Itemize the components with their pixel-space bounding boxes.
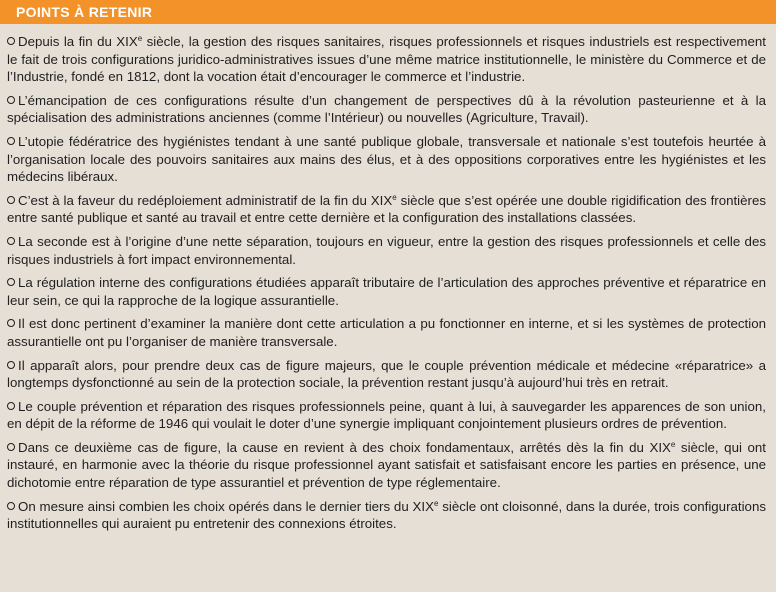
circle-bullet-icon: [7, 96, 15, 104]
key-point-item: [7, 92, 766, 127]
key-point-item: [7, 274, 766, 309]
key-point-text: On mesure ainsi combien les choix opérés dans le dernier tiers du XIX: [18, 498, 434, 514]
key-point-text: La seconde est à l’origine d’une nette séparation, toujours en vigueur, entre la gestion des risques professionnels et celle des risques industriels à fort impact environnemental.: [7, 233, 766, 267]
box-header: [0, 0, 776, 24]
circle-bullet-icon: [7, 137, 15, 145]
key-point-text: La régulation interne des configurations étudiées apparaît tributaire de l’articulation des approches préventive et réparatrice en leur sein, ce qui la rapproche de la logique assurantielle.: [7, 275, 766, 308]
circle-bullet-icon: [7, 319, 15, 327]
key-point-item: [7, 498, 766, 533]
key-point-text-continued: siècle que s’est opérée une double rigidification des frontières entre santé publique et santé au travail et entre cette dernière et la configuration des installations classées.: [7, 192, 766, 226]
key-point-item: [7, 357, 766, 392]
century-superscript: e: [392, 192, 397, 202]
century-superscript: e: [433, 498, 439, 508]
points-list: [0, 24, 776, 533]
key-point-text: L’émancipation de ces configurations résulte d’un changement de perspectives dû à la révolution pasteurienne et à la spécialisation des administrations anciennes (comme l’Intérieur) ou nouvelles (Agriculture, Travail).: [7, 92, 766, 126]
key-point-item: [7, 439, 766, 492]
key-point-item: [7, 33, 766, 86]
circle-bullet-icon: [7, 402, 15, 410]
key-point-item: [7, 398, 766, 433]
key-point-item: [7, 233, 766, 268]
key-point-item: [7, 133, 766, 186]
circle-bullet-icon: [7, 278, 15, 286]
circle-bullet-icon: [7, 502, 15, 510]
circle-bullet-icon: [7, 361, 15, 369]
key-point-text-continued: siècle ont cloisonné, dans la durée, trois configurations institutionnelles qui auraient pu entretenir des connexions étroites.: [7, 498, 766, 532]
circle-bullet-icon: [7, 196, 15, 204]
key-point-text: Il apparaît alors, pour prendre deux cas de figure majeurs, que le couple prévention médicale et médecine «réparatrice» a longtemps dysfonctionné au sein de la protection sociale, la prévention restant jusqu’à aujourd’hui très en retrait.: [7, 357, 766, 391]
key-point-text: L’utopie fédératrice des hygiénistes tendant à une santé publique globale, transversale et nationale s’est toutefois heurtée à l’organisation locale des pouvoirs sanitaires aux mains des élus, et à des oppositions corporatives entre les hygiénistes et les médecins libéraux.: [7, 133, 766, 185]
circle-bullet-icon: [7, 237, 15, 245]
key-point-text: Le couple prévention et réparation des risques professionnels peine, quant à lui, à sauvegarder les apparences de son union, en dépit de la réforme de 1946 qui voulait le doter d’une synergie impliquant conjointement plusieurs ordres de prévention.: [7, 398, 766, 432]
key-point-text: C’est à la faveur du redéploiement administratif de la fin du XIX: [18, 192, 393, 208]
century-superscript: e: [137, 34, 143, 43]
key-point-item: [7, 192, 766, 227]
key-point-text-continued: siècle, la gestion des risques sanitaires, risques professionnels et risques industriels est respectivement le fait de trois configurations juridico-administratives issues d’une même matrice institutionnelle, le ministère du Commerce et de l’Industrie, fondé en 1812, dont la vocation était d’encourager le commerce et l’industrie.: [7, 34, 766, 85]
circle-bullet-icon: [7, 37, 15, 45]
key-point-text-continued: siècle, qui ont instauré, en harmonie avec la théorie du risque professionnel ayant satisfait et satisfaisant encore les parties en présence, une dichotomie entre réparation de type assurantiel et prévention de type réglementaire.: [7, 439, 766, 491]
key-point-text: Dans ce deuxième cas de figure, la cause en revient à des choix fondamentaux, arrêtés dès la fin du XIX: [18, 439, 671, 455]
century-superscript: e: [670, 439, 676, 449]
box-title: POINTS À RETENIR: [16, 4, 153, 20]
key-point-text: Il est donc pertinent d’examiner la manière dont cette articulation a pu fonctionner en interne, et si les systèmes de protection assurantielle ont pu l’organiser de manière transversale.: [7, 316, 766, 349]
key-point-item: [7, 315, 766, 350]
key-point-text: Depuis la fin du XIX: [18, 34, 138, 49]
circle-bullet-icon: [7, 443, 15, 451]
